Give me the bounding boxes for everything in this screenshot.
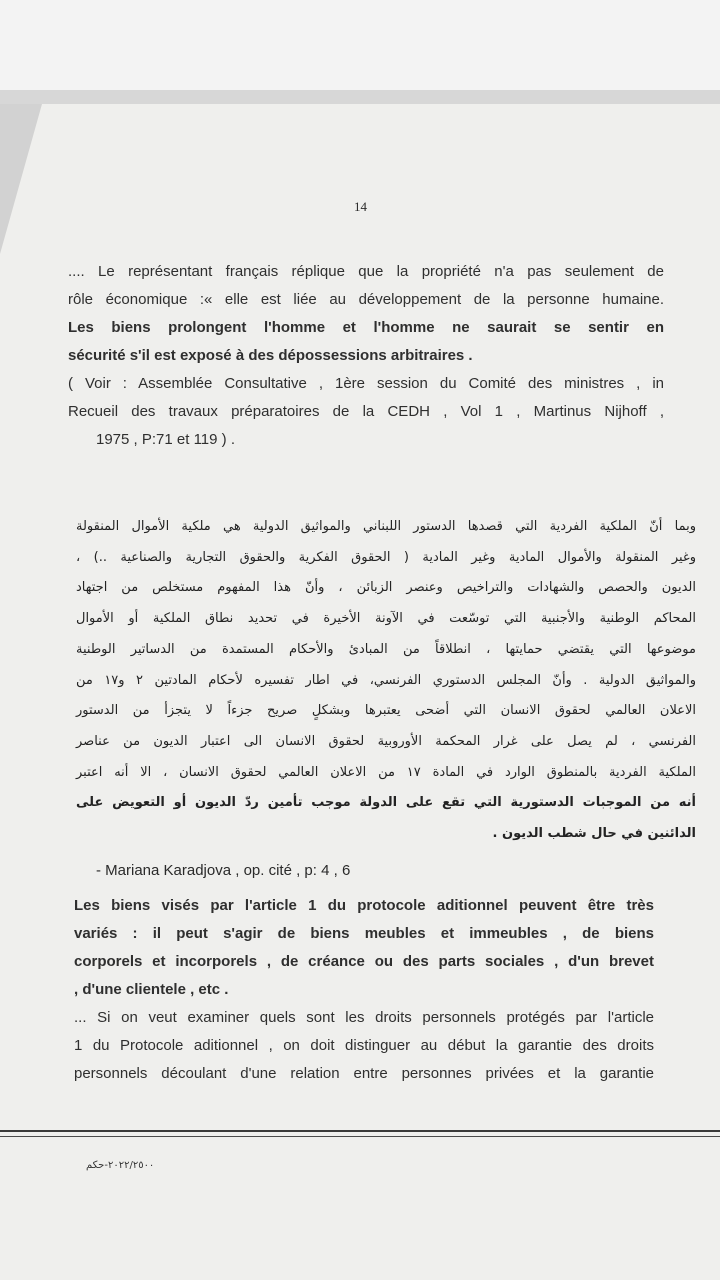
citation: - Mariana Karadjova , op. cité , p: 4 , 6 [96, 862, 351, 879]
footer-rule-thin [0, 1136, 720, 1137]
text-line: rôle économique :« elle est liée au développement de la personne humaine. [68, 291, 664, 308]
footer-reference: ٢٠٢٢/٢٥٠٠-حكم [86, 1160, 155, 1171]
text-line: .... Le représentant français réplique que la propriété n'a pas seulement de [68, 263, 664, 280]
reference-line: Recueil des travaux préparatoires de la CEDH , Vol 1 , Martinus Nijhoff , [68, 403, 664, 420]
bold-text-line: Les biens visés par l'article 1 du protocole aditionnel peuvent être très [74, 897, 654, 914]
arabic-line: وغير المنقولة والأموال المادية وغير المادية ( الحقوق الفكرية والحقوق التجارية والصناعية ..) ، [76, 549, 696, 565]
text-line: personnels découlant d'une relation entre personnes privées et la garantie [74, 1065, 654, 1082]
bold-text-line: variés : il peut s'agir de biens meubles et immeubles , de biens [74, 925, 654, 942]
folded-corner [0, 104, 42, 254]
arabic-bold-line: أنه من الموجبات الدستورية التي تقع على الدولة موجب تأمين ردّ الديون أو التعويض على [76, 795, 696, 811]
reference-line: ( Voir : Assemblée Consultative , 1ère session du Comité des ministres , in [68, 375, 664, 392]
bold-text-line: , d'une clientele , etc . [74, 981, 229, 998]
top-margin [0, 0, 720, 92]
arabic-line: الديون والحصص والشهادات والتراخيص وعنصر الزبائن ، وأنّ هذا المفهوم مستخلص من اجتهاد [76, 580, 696, 596]
arabic-bold-line: الدائنين في حال شطب الديون . [492, 826, 696, 842]
arabic-line: الملكية الفردية بالمنطوق الوارد في المادة ١٧ من الاعلان العالمي لحقوق الانسان ، الا أنه اعتبر [76, 764, 696, 780]
footer-rule [0, 1130, 720, 1132]
bold-text-line: Les biens prolongent l'homme et l'homme ne saurait se sentir en [68, 319, 664, 336]
arabic-paragraph [76, 512, 696, 850]
arabic-line: الاعلان العالمي لحقوق الانسان التي أضحى يعتبرها وبشكلٍ صريح جزءاً لا يتجزأ من الدستور [76, 703, 696, 719]
arabic-line: المحاكم الوطنية والأجنبية التي توسّعت في الآونة الأخيرة في تحديد نطاق الملكية أو الأموال [76, 611, 696, 627]
arabic-line: موضوعها التي يقتضي حمايتها ، انطلاقاً من المبادئ والأحكام المستمدة من الدساتير الوطنية [76, 641, 696, 657]
arabic-line: وبما أنّ الملكية الفردية التي قصدها الدستور اللبناني والمواثيق الدولية هي ملكية الأموال المنقولة [76, 519, 696, 534]
french-paragraph-2 [74, 892, 654, 1088]
french-paragraph-1 [68, 258, 664, 454]
bold-text-line: corporels et incorporels , de créance ou des parts sociales , d'un brevet [74, 953, 654, 970]
page-edge-shadow [0, 90, 720, 104]
arabic-line: الفرنسي ، لم يصل على غرار المحكمة الأوروبية لحقوق الانسان الى اعتبار الديون من عناصر [76, 733, 696, 749]
text-line: 1 du Protocole aditionnel , on doit distinguer au début la garantie des droits [74, 1037, 654, 1054]
reference-line: 1975 , P:71 et 119 ) . [96, 431, 235, 448]
text-line: ... Si on veut examiner quels sont les droits personnels protégés par l'article [74, 1009, 654, 1026]
page-number: 14 [354, 199, 367, 214]
bold-text-line: sécurité s'il est exposé à des dépossessions arbitraires . [68, 347, 473, 364]
arabic-line: والمواثيق الدولية . وأنّ المجلس الدستوري الفرنسي، في اطار تفسيره لأحكام المادتين ٢ و١٧ من [76, 672, 696, 688]
